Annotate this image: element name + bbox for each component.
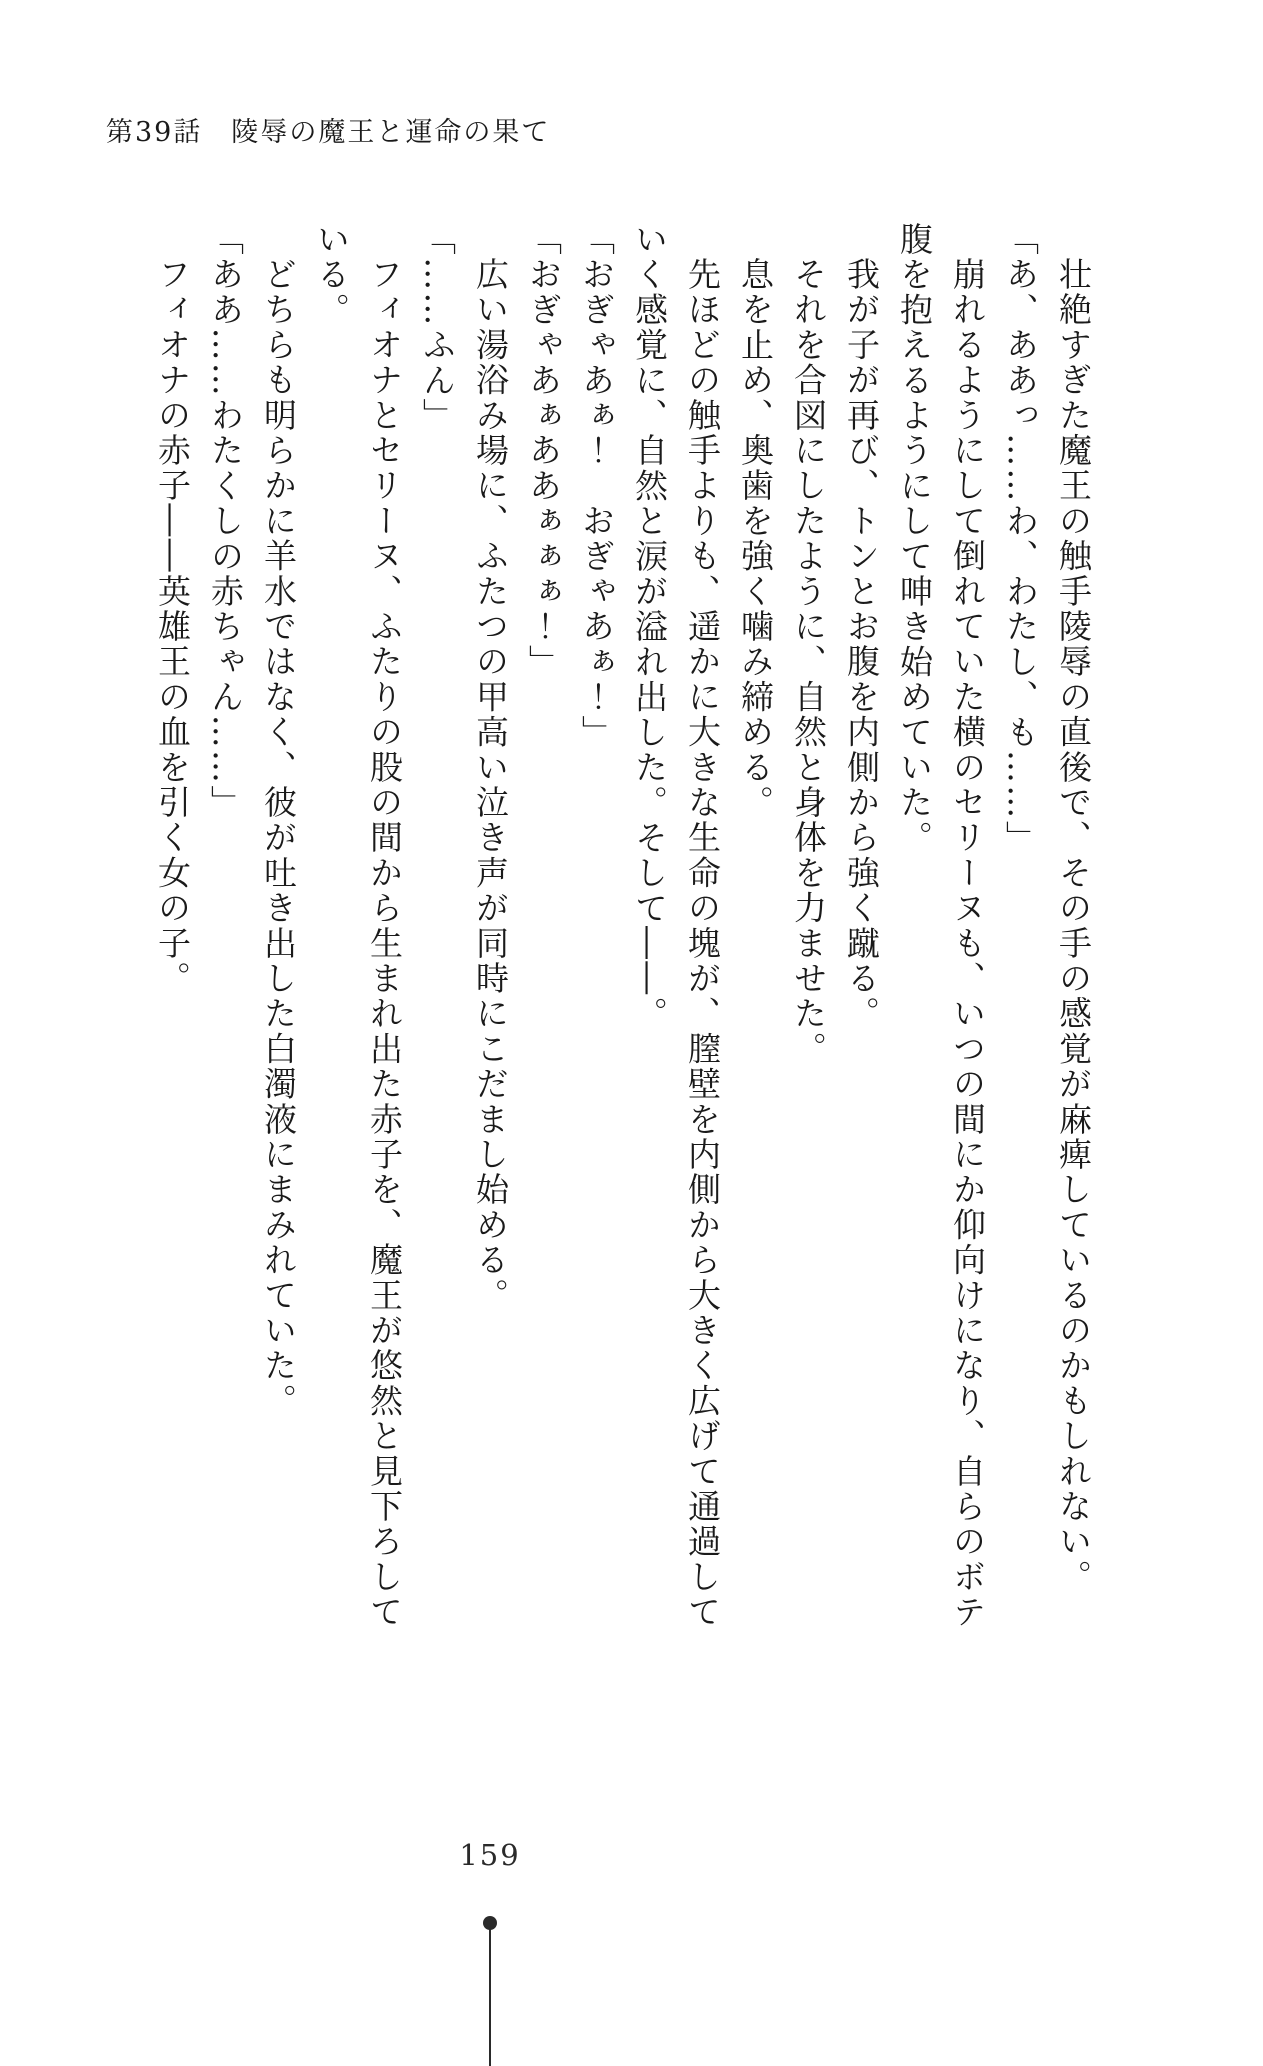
paragraph: どちらも明らかに羊水ではなく、彼が吐き出した白濁液にまみれていた。 <box>259 257 298 1419</box>
paragraph: 先ほどの触手よりも、遥かに大きな生命の塊が、膣壁を内側から大きく広げて通過していく感覚に、自然と涙が溢れ出した。そして――。 <box>630 222 722 1630</box>
paragraph: 広い湯浴み場に、ふたつの甲高い泣き声が同時にこだまし始める。 <box>471 257 510 1313</box>
paragraph: 「おぎゃあぁああぁぁぁ！」 <box>524 222 563 680</box>
paragraph: 壮絶すぎた魔王の触手陵辱の直後で、その手の感覚が麻痺しているのかもしれない。 <box>1054 257 1093 1595</box>
paragraph: 崩れるようにして倒れていた横のセリーヌも、いつの間にか仰向けになり、自らのボテ腹を抱えるようにして呻き始めていた。 <box>895 222 987 1630</box>
paragraph: それを合図にしたように、自然と身体を力ませた。 <box>789 257 828 1067</box>
paragraph: 「……ふん」 <box>418 222 457 434</box>
paragraph: フィオナとセリーヌ、ふたりの股の間から生まれ出た赤子を、魔王が悠然と見下ろしている。 <box>312 222 404 1630</box>
paragraph: 「ああ……わたくしの赤ちゃん……」 <box>206 222 245 821</box>
chapter-title: 第39話 陵辱の魔王と運命の果て <box>106 117 551 148</box>
paragraph: 「おぎゃあぁ！ おぎゃあぁ！」 <box>577 222 616 750</box>
page-marker-line <box>489 1928 491 2066</box>
paragraph: 息を止め、奥歯を強く噛み締める。 <box>736 257 775 821</box>
page-number: 159 <box>459 1838 521 1872</box>
paragraph: フィオナの赤子――英雄王の血を引く女の子。 <box>153 257 192 997</box>
paragraph: 我が子が再び、トンとお腹を内側から強く蹴る。 <box>842 257 881 1032</box>
text-block <box>146 222 1100 1632</box>
paragraph: 「あ、ああっ……わ、わたし、も……」 <box>1001 222 1040 856</box>
